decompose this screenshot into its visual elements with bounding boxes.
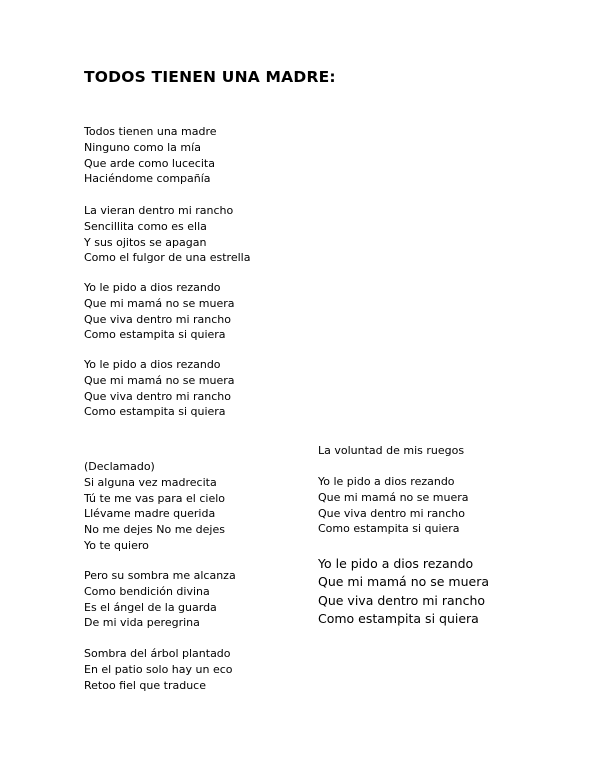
lyric-line: Que viva dentro mi rancho bbox=[84, 389, 232, 403]
stanza-1 bbox=[84, 124, 217, 187]
lyric-line: Como estampita si quiera bbox=[318, 611, 479, 627]
lyric-line: Sombra del árbol plantado bbox=[84, 647, 231, 660]
lyric-line: En el patio solo hay un eco bbox=[84, 662, 233, 676]
lyric-line: Si alguna vez madrecita bbox=[84, 475, 217, 489]
lyric-line: Yo le pido a dios rezando bbox=[318, 556, 474, 571]
stanza-4 bbox=[84, 357, 234, 420]
lyric-line: Tú te me vas para el cielo bbox=[84, 491, 226, 505]
lyric-line: Es el ángel de la guarda bbox=[84, 600, 217, 614]
lyric-line: Yo le pido a dios rezando bbox=[84, 281, 221, 294]
lyric-line: Que mi mamá no se muera bbox=[318, 574, 490, 590]
lyric-line: Y sus ojitos se apagan bbox=[84, 235, 207, 249]
lyric-line: Como estampita si quiera bbox=[84, 328, 226, 342]
lyric-line: Como bendición divina bbox=[84, 584, 210, 598]
stanza-7 bbox=[84, 646, 233, 693]
lyric-line: Que mi mamá no se muera bbox=[84, 296, 235, 310]
lyric-line: No me dejes No me dejes bbox=[84, 523, 225, 537]
lyric-line: Como el fulgor de una estrella bbox=[84, 251, 251, 265]
lyric-line: Que viva dentro mi rancho bbox=[84, 312, 232, 326]
lyric-line: Yo le pido a dios rezando bbox=[318, 475, 455, 488]
lyric-line: Yo le pido a dios rezando bbox=[84, 358, 221, 371]
lyric-line: (Declamado) bbox=[84, 460, 155, 473]
lyric-line: Que arde como lucecita bbox=[84, 156, 215, 170]
lyric-line: Como estampita si quiera bbox=[84, 405, 226, 419]
stanza-declamado bbox=[84, 459, 225, 554]
stanza-6 bbox=[84, 568, 236, 631]
lyric-line: De mi vida peregrina bbox=[84, 616, 200, 630]
lyric-line: Como estampita si quiera bbox=[318, 522, 460, 536]
right-stanza-1 bbox=[318, 443, 464, 459]
lyric-line: La voluntad de mis ruegos bbox=[318, 444, 465, 457]
lyric-line: Llévame madre querida bbox=[84, 507, 216, 521]
page-title: TODOS TIENEN UNA MADRE: bbox=[84, 68, 336, 86]
lyric-line: Que mi mamá no se muera bbox=[84, 373, 235, 387]
lyric-line: Yo te quiero bbox=[84, 538, 149, 552]
lyric-line: Retoo fiel que traduce bbox=[84, 678, 206, 692]
lyric-line: Sencillita como es ella bbox=[84, 219, 207, 233]
lyric-line: La vieran dentro mi rancho bbox=[84, 204, 234, 217]
lyric-line: Haciéndome compañía bbox=[84, 172, 211, 186]
right-stanza-2 bbox=[318, 474, 468, 537]
lyric-line: Que mi mamá no se muera bbox=[318, 490, 469, 504]
stanza-3 bbox=[84, 280, 234, 343]
right-stanza-3 bbox=[318, 555, 489, 629]
lyric-line: Que viva dentro mi rancho bbox=[318, 506, 466, 520]
lyric-line: Todos tienen una madre bbox=[84, 125, 217, 138]
lyric-line: Ninguno como la mía bbox=[84, 140, 201, 154]
lyric-line: Que viva dentro mi rancho bbox=[318, 592, 486, 608]
stanza-2 bbox=[84, 203, 250, 266]
lyric-line: Pero su sombra me alcanza bbox=[84, 569, 236, 582]
